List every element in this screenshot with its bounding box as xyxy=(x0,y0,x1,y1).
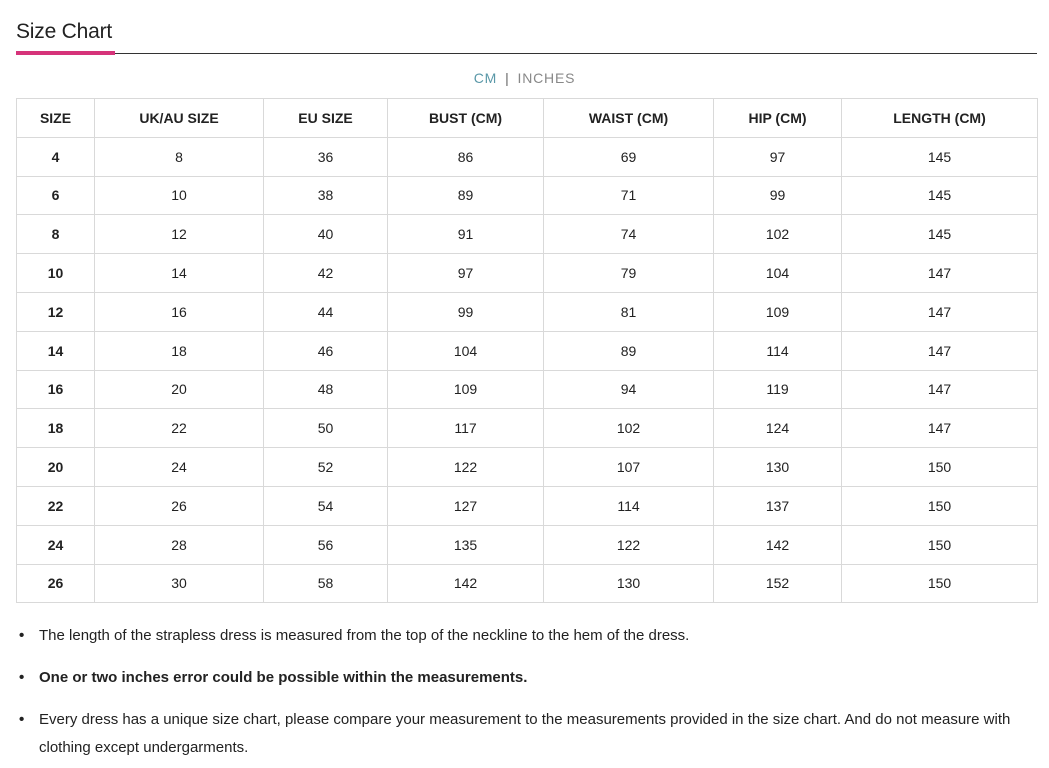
cell-size: 12 xyxy=(17,292,95,331)
cell-length: 147 xyxy=(842,254,1038,293)
column-header-bust: BUST (CM) xyxy=(388,99,544,138)
column-header-hip: HIP (CM) xyxy=(714,99,842,138)
cell-size: 16 xyxy=(17,370,95,409)
cell-bust: 104 xyxy=(388,331,544,370)
cell-eu-size: 48 xyxy=(264,370,388,409)
cell-size: 24 xyxy=(17,525,95,564)
table-row xyxy=(17,448,1038,487)
table-row xyxy=(17,176,1038,215)
cell-bust: 117 xyxy=(388,409,544,448)
cell-waist: 89 xyxy=(544,331,714,370)
size-chart-header xyxy=(16,18,1037,56)
table-row xyxy=(17,137,1038,176)
cell-size: 20 xyxy=(17,448,95,487)
cell-uk-au-size: 10 xyxy=(95,176,264,215)
cell-uk-au-size: 22 xyxy=(95,409,264,448)
cell-waist: 71 xyxy=(544,176,714,215)
note-item xyxy=(16,706,1026,762)
cell-hip: 114 xyxy=(714,331,842,370)
cell-length: 145 xyxy=(842,176,1038,215)
note-text: Every dress has a unique size chart, please compare your measurement to the measurements provided in the size chart. And do not measure with clothing except undergarments. xyxy=(39,711,1011,756)
cell-eu-size: 36 xyxy=(264,137,388,176)
cell-size: 14 xyxy=(17,331,95,370)
cell-bust: 89 xyxy=(388,176,544,215)
header-accent-bar xyxy=(16,51,115,55)
table-row xyxy=(17,331,1038,370)
table-row xyxy=(17,254,1038,293)
cell-uk-au-size: 24 xyxy=(95,448,264,487)
cell-length: 150 xyxy=(842,448,1038,487)
cell-uk-au-size: 14 xyxy=(95,254,264,293)
cell-waist: 130 xyxy=(544,564,714,603)
cell-hip: 99 xyxy=(714,176,842,215)
column-header-waist: WAIST (CM) xyxy=(544,99,714,138)
cell-length: 147 xyxy=(842,370,1038,409)
cell-bust: 135 xyxy=(388,525,544,564)
cell-length: 147 xyxy=(842,331,1038,370)
cell-waist: 94 xyxy=(544,370,714,409)
cell-uk-au-size: 30 xyxy=(95,564,264,603)
cell-length: 150 xyxy=(842,486,1038,525)
cell-uk-au-size: 20 xyxy=(95,370,264,409)
cell-size: 10 xyxy=(17,254,95,293)
cell-bust: 109 xyxy=(388,370,544,409)
unit-separator: | xyxy=(505,70,510,86)
cell-uk-au-size: 12 xyxy=(95,215,264,254)
cell-size: 8 xyxy=(17,215,95,254)
table-row xyxy=(17,409,1038,448)
bullet-icon: • xyxy=(19,669,25,686)
table-body xyxy=(17,137,1038,603)
table-row xyxy=(17,564,1038,603)
cell-hip: 137 xyxy=(714,486,842,525)
note-text: One or two inches error could be possible within the measurements. xyxy=(39,669,528,686)
column-header-length: LENGTH (CM) xyxy=(842,99,1038,138)
cell-eu-size: 52 xyxy=(264,448,388,487)
cell-uk-au-size: 28 xyxy=(95,525,264,564)
cell-size: 4 xyxy=(17,137,95,176)
cell-hip: 124 xyxy=(714,409,842,448)
cell-size: 6 xyxy=(17,176,95,215)
cell-hip: 119 xyxy=(714,370,842,409)
bullet-icon: • xyxy=(19,711,25,728)
cell-length: 145 xyxy=(842,215,1038,254)
cell-waist: 102 xyxy=(544,409,714,448)
table-row xyxy=(17,370,1038,409)
table-row xyxy=(17,292,1038,331)
cell-waist: 107 xyxy=(544,448,714,487)
cell-eu-size: 54 xyxy=(264,486,388,525)
cell-hip: 102 xyxy=(714,215,842,254)
cell-hip: 97 xyxy=(714,137,842,176)
cell-length: 150 xyxy=(842,525,1038,564)
cell-eu-size: 40 xyxy=(264,215,388,254)
cell-uk-au-size: 18 xyxy=(95,331,264,370)
cell-hip: 142 xyxy=(714,525,842,564)
cell-eu-size: 56 xyxy=(264,525,388,564)
cell-uk-au-size: 16 xyxy=(95,292,264,331)
cell-hip: 109 xyxy=(714,292,842,331)
cell-length: 147 xyxy=(842,409,1038,448)
cell-hip: 104 xyxy=(714,254,842,293)
cell-eu-size: 46 xyxy=(264,331,388,370)
cell-bust: 127 xyxy=(388,486,544,525)
cell-hip: 152 xyxy=(714,564,842,603)
cell-bust: 86 xyxy=(388,137,544,176)
cell-length: 147 xyxy=(842,292,1038,331)
cell-eu-size: 50 xyxy=(264,409,388,448)
cell-eu-size: 38 xyxy=(264,176,388,215)
table-row xyxy=(17,215,1038,254)
cell-size: 26 xyxy=(17,564,95,603)
cell-length: 145 xyxy=(842,137,1038,176)
note-text: The length of the strapless dress is measured from the top of the neckline to the hem of the dress. xyxy=(39,627,690,644)
cell-eu-size: 42 xyxy=(264,254,388,293)
cell-waist: 74 xyxy=(544,215,714,254)
cell-size: 18 xyxy=(17,409,95,448)
cell-uk-au-size: 8 xyxy=(95,137,264,176)
cell-uk-au-size: 26 xyxy=(95,486,264,525)
header-divider xyxy=(16,53,1037,54)
cell-eu-size: 44 xyxy=(264,292,388,331)
cell-bust: 97 xyxy=(388,254,544,293)
cell-waist: 79 xyxy=(544,254,714,293)
bullet-icon: • xyxy=(19,627,25,644)
table-header-row xyxy=(17,99,1038,138)
unit-toggle xyxy=(0,70,1049,86)
unit-inches-button[interactable]: INCHES xyxy=(517,70,576,86)
cell-waist: 69 xyxy=(544,137,714,176)
column-header-size: SIZE xyxy=(17,99,95,138)
column-header-uk-au-size: UK/AU SIZE xyxy=(95,99,264,138)
size-table xyxy=(16,98,1038,603)
cell-bust: 99 xyxy=(388,292,544,331)
cell-waist: 122 xyxy=(544,525,714,564)
cell-bust: 122 xyxy=(388,448,544,487)
cell-waist: 114 xyxy=(544,486,714,525)
cell-size: 22 xyxy=(17,486,95,525)
table-row xyxy=(17,486,1038,525)
cell-bust: 91 xyxy=(388,215,544,254)
size-notes-list xyxy=(16,622,1026,762)
note-item xyxy=(16,622,1026,650)
table-row xyxy=(17,525,1038,564)
cell-hip: 130 xyxy=(714,448,842,487)
unit-cm-button[interactable]: CM xyxy=(473,70,498,86)
cell-bust: 142 xyxy=(388,564,544,603)
cell-length: 150 xyxy=(842,564,1038,603)
cell-eu-size: 58 xyxy=(264,564,388,603)
note-item xyxy=(16,664,1026,692)
cell-waist: 81 xyxy=(544,292,714,331)
page-title: Size Chart xyxy=(16,20,113,43)
column-header-eu-size: EU SIZE xyxy=(264,99,388,138)
